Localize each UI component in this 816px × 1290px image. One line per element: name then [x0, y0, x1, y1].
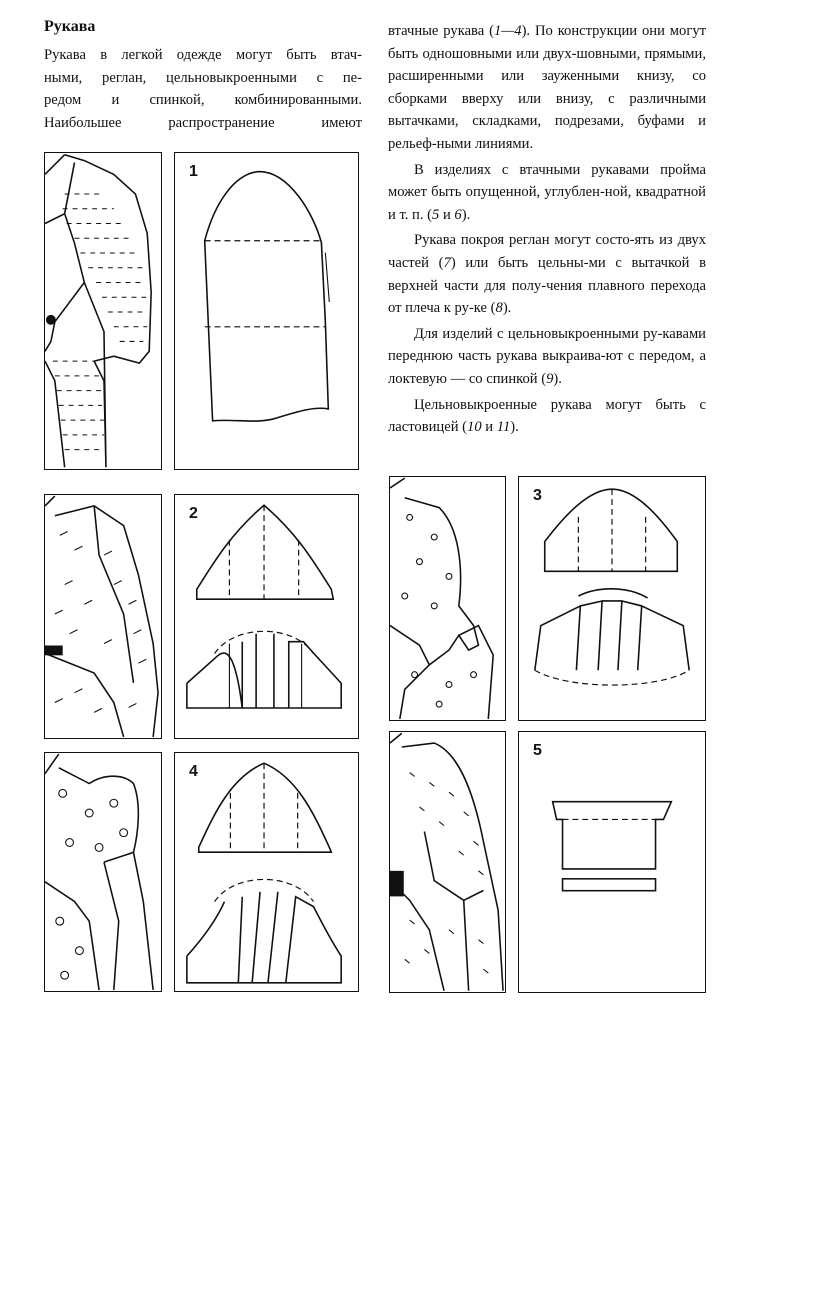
- illustration-dress-4: [44, 752, 162, 992]
- paragraph-1: втачные рукава (1—4). По конструкции они могут быть одношовными или двух-шовными, прямыми, расширенными или зауженными книзу, со сборками вверху или внизу, с различными вытачками, складками, подрезами, буфами и рельеф-ными линиями.: [388, 23, 706, 152]
- dress-sketch-4: [45, 753, 161, 991]
- pattern-box-3: [518, 476, 706, 721]
- sleeve-pattern-2: [175, 495, 358, 738]
- pattern-box-4: [174, 752, 359, 992]
- illustration-dress-1: [44, 152, 162, 470]
- figure-number: 2: [189, 505, 198, 522]
- pattern-box-2: [174, 494, 359, 739]
- figure-number: 5: [533, 742, 542, 759]
- dress-sketch-2: [45, 495, 161, 738]
- sleeve-pattern-1: [175, 153, 358, 469]
- paragraph-4: Для изделий с цельновыкроенными ру-кавами переднюю часть рукава выкраива-ют с передом, а локтевую — со спинкой (9).: [388, 325, 706, 387]
- dress-sketch-3: [390, 477, 505, 720]
- right-text-column: [388, 20, 706, 439]
- section-heading: Рукава: [44, 18, 96, 35]
- sleeve-pattern-4: [175, 753, 358, 991]
- sleeve-pattern-3: [519, 477, 705, 720]
- left-text-line: Наибольшее распространение имеют: [44, 114, 362, 131]
- left-text-line: редом и спинкой, комбинированными.: [44, 92, 362, 109]
- dress-sketch-5: [390, 732, 505, 992]
- figure-number: 3: [533, 487, 542, 504]
- pattern-box-5: [518, 731, 706, 993]
- illustration-dress-2: [44, 494, 162, 739]
- figure-number: 4: [189, 763, 198, 780]
- left-text-line: Рукава в легкой одежде могут быть втач-: [44, 47, 362, 63]
- sleeve-pattern-5: [519, 732, 705, 992]
- pattern-box-1: [174, 152, 359, 470]
- paragraph-3: Рукава покроя реглан могут состо-ять из двух частей (7) или быть цельны-ми с вытачкой в верхней части для полу-чения плавного перехода от плеча к ру-ке (8).: [388, 232, 706, 317]
- paragraph-5: Цельновыкроенные рукава могут быть с ластовицей (10 и 11).: [388, 396, 706, 436]
- illustration-dress-5: [389, 731, 506, 993]
- dress-sketch-1: [45, 153, 161, 469]
- figure-number: 1: [189, 163, 198, 180]
- illustration-dress-3: [389, 476, 506, 721]
- left-text-column: [44, 44, 362, 134]
- paragraph-2: В изделиях с втачными рукавами пройма может быть опущенной, углублен-ной, квадратной и т. п. (5 и 6).: [388, 161, 706, 223]
- left-text-line: ными, реглан, цельновыкроенными с пе-: [44, 69, 362, 86]
